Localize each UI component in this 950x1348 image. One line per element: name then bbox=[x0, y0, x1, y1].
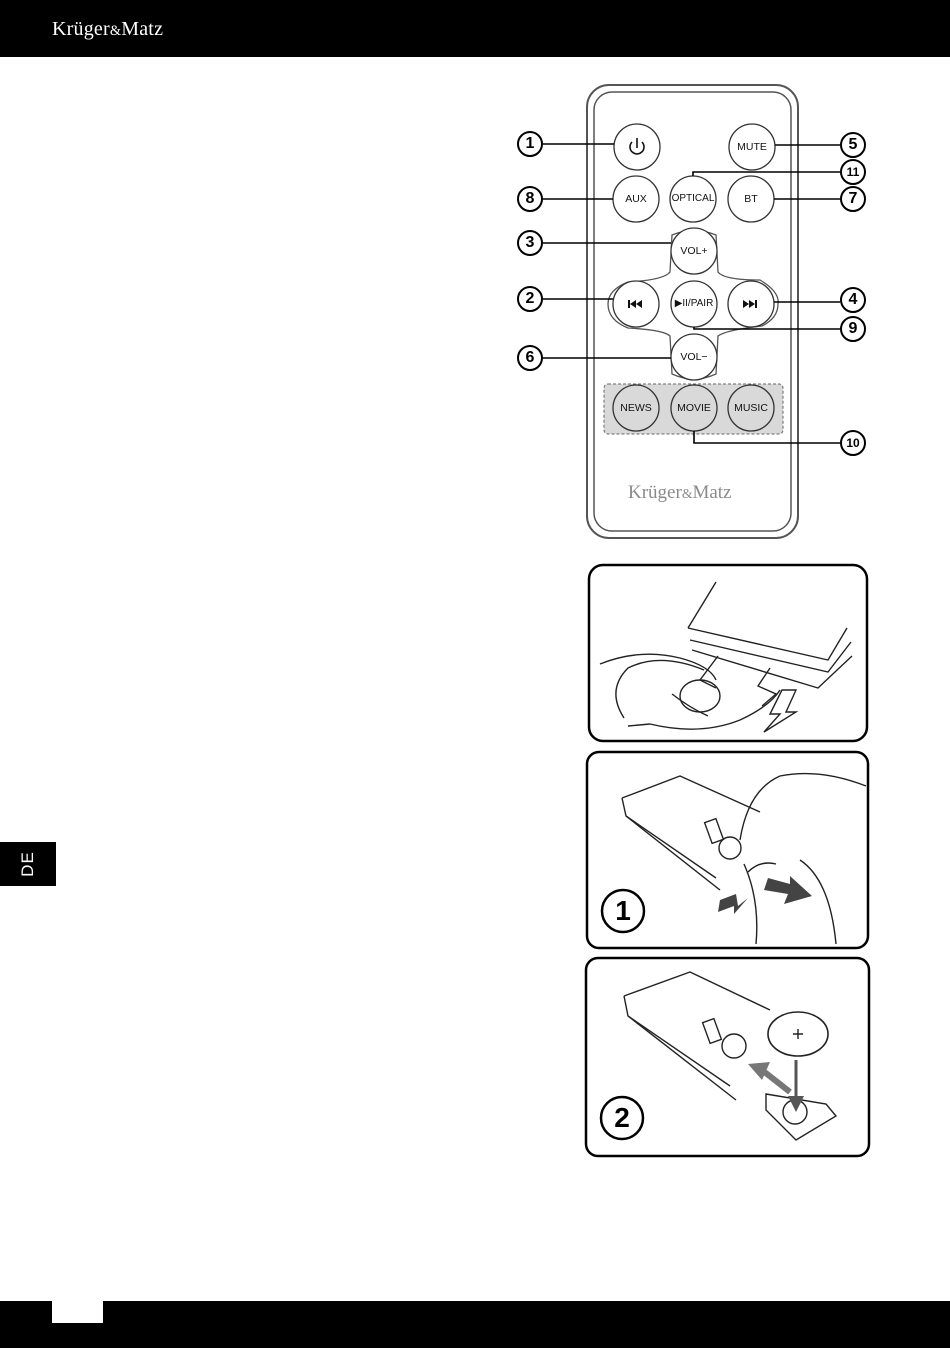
music-label: MUSIC bbox=[734, 401, 768, 414]
callout-2: 2 bbox=[525, 290, 535, 307]
step-1-number: 1 bbox=[615, 895, 631, 926]
callout-1: 1 bbox=[525, 135, 535, 152]
vol-up-label: VOL+ bbox=[680, 244, 708, 257]
page-number-box bbox=[52, 1301, 103, 1323]
movie-label: MOVIE bbox=[677, 401, 711, 414]
brand-ampersand: & bbox=[109, 23, 122, 39]
remote-logo-tail: Matz bbox=[692, 482, 732, 503]
callout-6: 6 bbox=[525, 349, 535, 366]
brand-name-tail: Matz bbox=[121, 18, 164, 40]
callout-4: 4 bbox=[848, 291, 858, 308]
bt-label: BT bbox=[744, 192, 758, 205]
mute-label: MUTE bbox=[737, 140, 767, 153]
language-label: DE bbox=[18, 851, 37, 877]
callout-9: 9 bbox=[848, 320, 858, 337]
open-compartment-illustration bbox=[589, 565, 867, 741]
aux-label: AUX bbox=[625, 192, 647, 205]
callout-10: 10 bbox=[846, 436, 860, 450]
callout-3: 3 bbox=[525, 234, 535, 251]
callout-11: 11 bbox=[846, 165, 860, 179]
remote-brand-logo bbox=[628, 482, 732, 504]
remote-control-drawing bbox=[587, 85, 798, 538]
brand-name-part: Krüger bbox=[52, 18, 110, 40]
news-label: NEWS bbox=[620, 401, 652, 414]
footer-bar bbox=[0, 1301, 950, 1348]
remote-logo-ampersand: & bbox=[681, 486, 693, 501]
play-pair-label: ▶II/PAIR bbox=[674, 298, 714, 309]
callout-8: 8 bbox=[525, 190, 535, 207]
optical-label: OPTICAL bbox=[671, 193, 715, 204]
remote-logo-part: Krüger bbox=[628, 482, 682, 503]
callout-5: 5 bbox=[848, 136, 858, 153]
step-2-number: 2 bbox=[614, 1102, 630, 1133]
vol-down-label: VOL− bbox=[680, 350, 708, 363]
callout-7: 7 bbox=[848, 190, 858, 207]
